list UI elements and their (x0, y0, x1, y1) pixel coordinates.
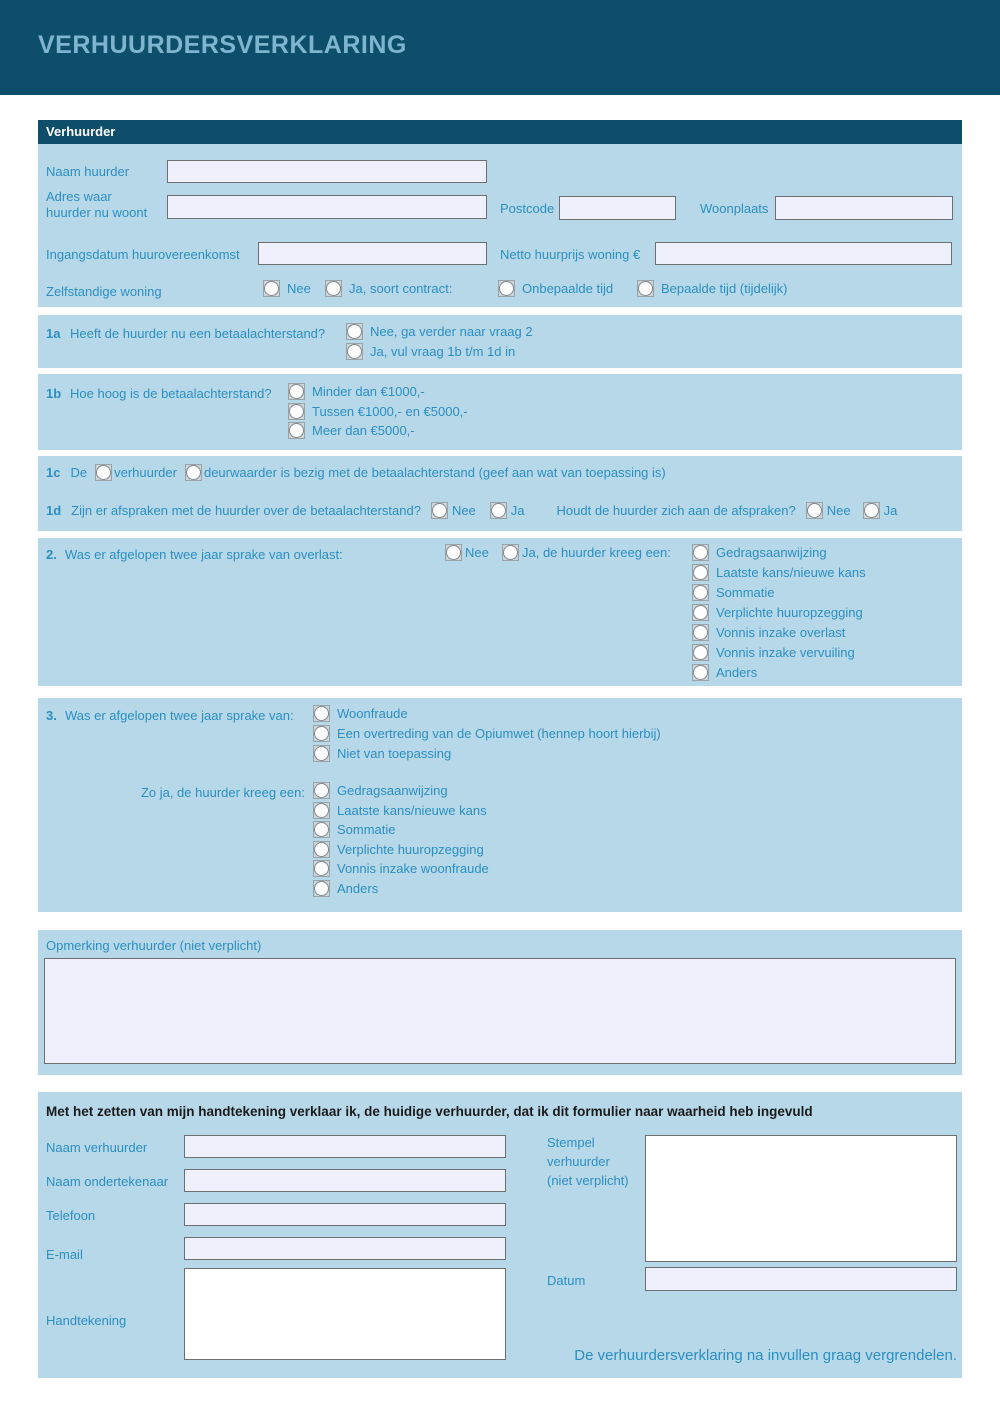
q1d-nee2-label: Nee (826, 502, 851, 518)
q3-number: 3. (46, 708, 57, 723)
zelfstandig-nee-option (263, 280, 311, 297)
naam-huurder-label: Naam huurder (46, 164, 130, 179)
q2-number: 2. (46, 547, 57, 562)
section-verhuurder (38, 144, 962, 307)
q2-option-7 (692, 664, 757, 681)
q1d-nee2-radio[interactable] (806, 502, 823, 519)
q2-option-2 (692, 564, 866, 581)
q3-suboption-5 (313, 860, 489, 877)
naam-ondertekenaar-input[interactable] (184, 1169, 506, 1192)
q2-ja-label: Ja, de huurder kreeg een: (522, 544, 671, 560)
section-header-verhuurder: Verhuurder (38, 120, 962, 144)
q3-suboption-2 (313, 802, 487, 819)
q3-suboption-4 (313, 841, 484, 858)
q3-suboption-2-label: Laatste kans/nieuwe kans (337, 802, 487, 818)
q2-option-3-label: Sommatie (716, 584, 775, 600)
q2-option-6 (692, 644, 855, 661)
ingangsdatum-label: Ingangsdatum huurovereenkomst (46, 247, 240, 262)
naam-verhuurder-label: Naam verhuurder (46, 1140, 148, 1155)
q1c-row (46, 464, 666, 481)
q3-suboption-5-radio[interactable] (313, 860, 330, 877)
woonplaats-label: Woonplaats (700, 201, 769, 216)
q3-suboption-1-label: Gedragsaanwijzing (337, 782, 448, 798)
email-label: E-mail (46, 1247, 83, 1262)
q3-question: Was er afgelopen twee jaar sprake van: (65, 708, 294, 723)
stempel-label-line3: (niet verplicht) (547, 1173, 629, 1188)
zelfstandige-woning-label: Zelfstandige woning (46, 284, 162, 299)
q1b-option-1-label: Minder dan €1000,- (312, 383, 425, 399)
q2-nee-option (445, 544, 489, 561)
q1a-ja-radio[interactable] (346, 343, 363, 360)
contract-onbepaald-label: Onbepaalde tijd (522, 280, 614, 296)
naam-ondertekenaar-label: Naam ondertekenaar (46, 1174, 169, 1189)
stempel-box[interactable] (645, 1135, 957, 1262)
zelfstandig-ja-radio[interactable] (325, 280, 342, 297)
opmerking-textarea[interactable] (44, 958, 956, 1064)
q1a-question: Heeft de huurder nu een betaalachterstand? (70, 326, 326, 341)
q1a-number: 1a (46, 326, 61, 341)
q3-subquestion: Zo ja, de huurder kreeg een: (140, 785, 305, 800)
q3-suboption-1-radio[interactable] (313, 782, 330, 799)
q2-option-7-label: Anders (716, 664, 758, 680)
contract-onbepaald-radio[interactable] (498, 280, 515, 297)
q2-option-7-radio[interactable] (692, 664, 709, 681)
adres-label-line1: Adres waar (46, 189, 112, 204)
q1c-prefix: De (70, 464, 88, 480)
q3-option-2-radio[interactable] (313, 725, 330, 742)
q2-option-4-label: Verplichte huuropzegging (716, 604, 863, 620)
q2-option-4 (692, 604, 863, 621)
contract-onbepaald-option (498, 280, 613, 297)
zelfstandig-ja-label: Ja, soort contract: (349, 280, 453, 296)
q1c-deurwaarder-radio[interactable] (185, 464, 202, 481)
q1a-option-ja (346, 343, 515, 360)
stempel-label-line2: verhuurder (547, 1154, 610, 1169)
handtekening-box[interactable] (184, 1268, 506, 1360)
q3-suboption-3-label: Sommatie (337, 821, 396, 837)
q3-suboption-6-radio[interactable] (313, 880, 330, 897)
q2-option-5-radio[interactable] (692, 624, 709, 641)
q3-suboption-6 (313, 880, 378, 897)
q2-option-1-radio[interactable] (692, 544, 709, 561)
contract-bepaald-option (637, 280, 787, 297)
zelfstandig-nee-label: Nee (287, 280, 311, 296)
naam-huurder-input[interactable] (167, 160, 487, 183)
section-2 (38, 538, 962, 686)
contract-bepaald-radio[interactable] (637, 280, 654, 297)
zelfstandig-ja-option (325, 280, 452, 297)
q3-suboption-5-label: Vonnis inzake woonfraude (337, 860, 489, 876)
section-1a (38, 315, 962, 368)
telefoon-input[interactable] (184, 1203, 506, 1226)
q1d-nee1-label: Nee (451, 502, 476, 518)
q1c-deurwaarder-label: deurwaarder is bezig met de betaalachterstand (geef aan wat van toepassing is) (203, 464, 666, 480)
q3-suboption-1 (313, 782, 448, 799)
q1d-question1: Zijn er afspraken met de huurder over de betaalachterstand? (71, 502, 421, 518)
q2-option-4-radio[interactable] (692, 604, 709, 621)
q1d-ja2-radio[interactable] (863, 502, 880, 519)
section-opmerking (38, 930, 962, 1075)
naam-verhuurder-input[interactable] (184, 1135, 506, 1158)
datum-input[interactable] (645, 1267, 957, 1291)
ingangsdatum-input[interactable] (258, 242, 487, 265)
section-1b (38, 374, 962, 450)
datum-label: Datum (547, 1273, 586, 1288)
q2-option-2-radio[interactable] (692, 564, 709, 581)
q3-option-3-radio[interactable] (313, 745, 330, 762)
q3-suboption-4-label: Verplichte huuropzegging (337, 841, 484, 857)
adres-label-line2: huurder nu woont (46, 205, 148, 220)
q1d-question2: Houdt de huurder zich aan de afspraken? (556, 502, 796, 518)
woonplaats-input[interactable] (775, 196, 953, 220)
q1d-row (46, 502, 897, 519)
closing-note: De verhuurdersverklaring na invullen graag vergrendelen. (574, 1347, 957, 1364)
handtekening-label: Handtekening (46, 1313, 127, 1328)
q2-option-1-label: Gedragsaanwijzing (716, 544, 827, 560)
telefoon-label: Telefoon (46, 1208, 96, 1223)
q1b-option-3 (288, 422, 415, 439)
q1b-question: Hoe hoog is de betaalachterstand? (70, 386, 272, 401)
q3-option-1-radio[interactable] (313, 705, 330, 722)
q2-option-6-label: Vonnis inzake vervuiling (716, 644, 855, 660)
q2-nee-label: Nee (465, 544, 489, 560)
adres-input[interactable] (167, 195, 487, 219)
q3-suboption-2-radio[interactable] (313, 802, 330, 819)
q1d-ja1-radio[interactable] (490, 502, 507, 519)
q1b-number: 1b (46, 386, 62, 401)
q1a-option-nee (346, 323, 533, 340)
q1d-number: 1d (46, 502, 62, 518)
q3-option-1-label: Woonfraude (337, 705, 408, 721)
signature-statement: Met het zetten van mijn handtekening verklaar ik, de huidige verhuurder, dat ik dit formulier naar waarheid heb ingevuld (46, 1104, 813, 1119)
stempel-label-line1: Stempel (547, 1135, 595, 1150)
q1b-option-1-radio[interactable] (288, 383, 305, 400)
q1a-nee-label: Nee, ga verder naar vraag 2 (370, 323, 533, 339)
q3-option-3-label: Niet van toepassing (337, 745, 452, 761)
q2-question: Was er afgelopen twee jaar sprake van overlast: (65, 547, 343, 562)
q2-option-6-radio[interactable] (692, 644, 709, 661)
q2-option-3-radio[interactable] (692, 584, 709, 601)
q1c-number: 1c (46, 464, 61, 480)
q3-suboption-6-label: Anders (337, 880, 379, 896)
q1c-verhuurder-radio[interactable] (95, 464, 112, 481)
q1b-option-3-label: Meer dan €5000,- (312, 422, 415, 438)
section-3 (38, 698, 962, 912)
q2-ja-option (502, 544, 671, 561)
q1a-ja-label: Ja, vul vraag 1b t/m 1d in (370, 343, 516, 359)
contract-bepaald-label: Bepaalde tijd (tijdelijk) (661, 280, 788, 296)
q2-nee-radio[interactable] (445, 544, 462, 561)
q1c-verhuurder-label: verhuurder (114, 464, 177, 480)
zelfstandig-nee-radio[interactable] (263, 280, 280, 297)
section-1c-1d (38, 456, 962, 531)
q2-option-3 (692, 584, 775, 601)
q1b-option-1 (288, 383, 425, 400)
q1a-nee-radio[interactable] (346, 323, 363, 340)
q1b-option-2-label: Tussen €1000,- en €5000,- (312, 403, 468, 419)
top-banner (0, 0, 1000, 95)
q1d-ja2-label: Ja (883, 502, 898, 518)
q2-option-5-label: Vonnis inzake overlast (716, 624, 846, 640)
q2-ja-radio[interactable] (502, 544, 519, 561)
q1b-option-3-radio[interactable] (288, 422, 305, 439)
postcode-label: Postcode (500, 201, 555, 216)
netto-huurprijs-label: Netto huurprijs woning € (500, 247, 641, 262)
q3-option-2-label: Een overtreding van de Opiumwet (hennep hoort hierbij) (337, 725, 661, 741)
q1b-option-2 (288, 403, 468, 420)
email-input[interactable] (184, 1237, 506, 1260)
opmerking-label: Opmerking verhuurder (niet verplicht) (46, 938, 262, 953)
netto-huurprijs-input[interactable] (655, 242, 952, 265)
q1b-option-2-radio[interactable] (288, 403, 305, 420)
q3-option-2 (313, 725, 661, 742)
q3-suboption-4-radio[interactable] (313, 841, 330, 858)
q3-suboption-3-radio[interactable] (313, 821, 330, 838)
q3-option-1 (313, 705, 408, 722)
q1d-ja1-label: Ja (510, 502, 525, 518)
q3-suboption-3 (313, 821, 396, 838)
q2-option-2-label: Laatste kans/nieuwe kans (716, 564, 866, 580)
q3-option-3 (313, 745, 451, 762)
q1d-nee1-radio[interactable] (431, 502, 448, 519)
q2-option-5 (692, 624, 845, 641)
postcode-input[interactable] (559, 196, 676, 220)
page-title: VERHUURDERSVERKLARING (38, 31, 407, 59)
q2-option-1 (692, 544, 827, 561)
section-signature (38, 1092, 962, 1378)
